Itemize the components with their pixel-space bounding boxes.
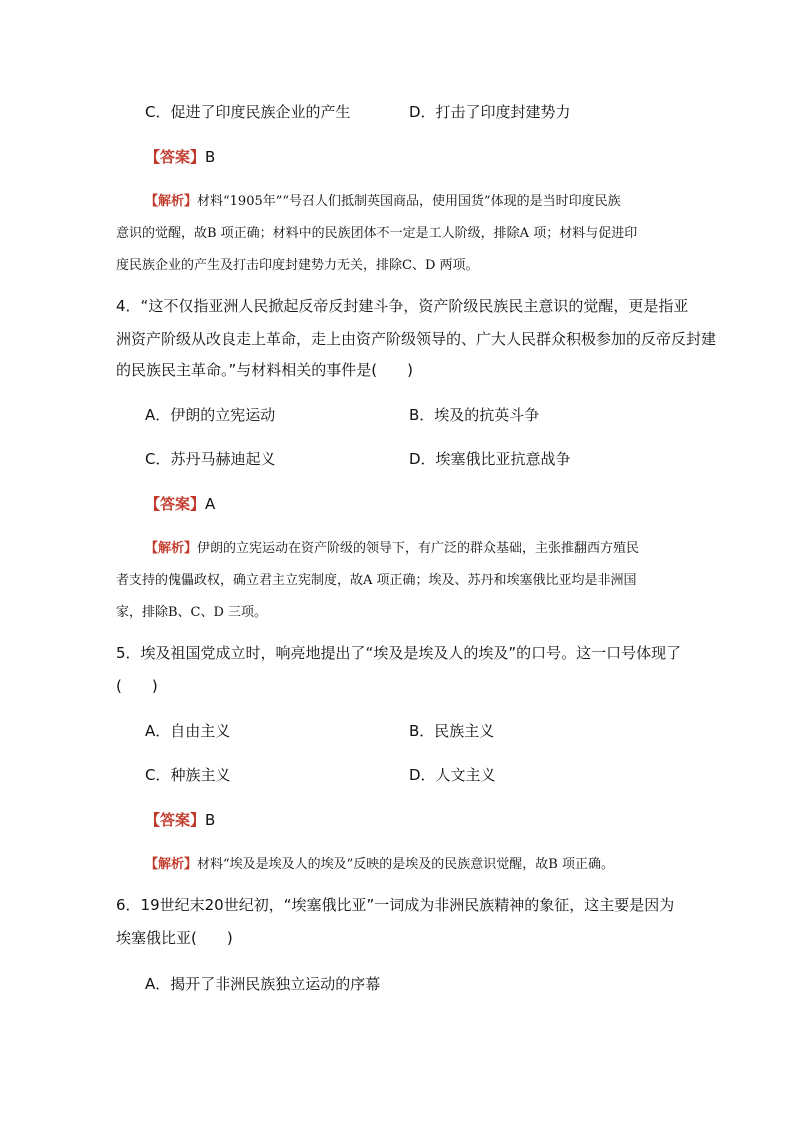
explanation-text: 材料“埃及是埃及人的埃及”反映的是埃及的民族意识觉醒，故B 项正确。 [197, 857, 614, 872]
answer-tag: 【答案】 [145, 811, 206, 829]
explanation-text: 材料“1905年”“号召人们抵制英国商品，使用国货”体现的是当时印度民族 [197, 194, 621, 209]
q4-stem-line-3: 的民族民主革命。”与材料相关的事件是( ) [116, 361, 413, 379]
q4-option-c: C．苏丹马赫迪起义 [145, 450, 276, 468]
q6-stem-line-2: 埃塞俄比亚( ) [116, 929, 233, 947]
q3-explanation-line-3: 度民族企业的产生及打击印度封建势力无关，排除C、D 两项。 [116, 258, 479, 273]
q3-answer [145, 147, 215, 167]
explanation-tag: 【解析】 [145, 194, 198, 209]
q5-option-c: C．种族主义 [145, 766, 231, 784]
q6-stem-line-1: 6．19世纪末20世纪初，“埃塞俄比亚”一词成为非洲民族精神的象征，这主要是因为 [116, 896, 675, 914]
q5-option-a: A．自由主义 [145, 722, 231, 740]
q4-explanation-line-1 [145, 539, 639, 559]
q3-explanation-line-1 [145, 192, 621, 212]
q5-stem-line-1: 5．埃及祖国党成立时，响亮地提出了“埃及是埃及人的埃及”的口号。这一口号体现了 [116, 644, 682, 662]
answer-value: B [205, 148, 216, 166]
q6-option-a: A．揭开了非洲民族独立运动的序幕 [145, 975, 381, 993]
q4-explanation-line-3: 家，排除B、C、D 三项。 [116, 605, 268, 620]
q4-answer [145, 494, 215, 514]
q5-answer [145, 810, 215, 830]
q5-option-d: D．人文主义 [409, 766, 496, 784]
q4-option-d: D．埃塞俄比亚抗意战争 [409, 450, 571, 468]
q3-option-d: D．打击了印度封建势力 [409, 103, 571, 121]
explanation-tag: 【解析】 [145, 857, 198, 872]
explanation-tag: 【解析】 [145, 541, 198, 556]
answer-value: A [205, 495, 216, 513]
q4-stem-line-2: 洲资产阶级从改良走上革命，走上由资产阶级领导的、广大人民群众积极参加的反帝反封建 [116, 330, 717, 348]
q4-option-a: A．伊朗的立宪运动 [145, 406, 276, 424]
q5-stem-line-2: ( ) [116, 677, 158, 695]
q3-explanation-line-2: 意识的觉醒，故B 项正确；材料中的民族团体不一定是工人阶级，排除A 项；材料与促进印 [116, 226, 638, 241]
q4-option-b: B．埃及的抗英斗争 [409, 406, 540, 424]
q5-explanation-line-1 [145, 855, 614, 875]
explanation-text: 伊朗的立宪运动在资产阶级的领导下，有广泛的群众基础，主张推翻西方殖民 [197, 541, 640, 556]
answer-tag: 【答案】 [145, 148, 206, 166]
q5-option-b: B．民族主义 [409, 722, 495, 740]
answer-tag: 【答案】 [145, 495, 206, 513]
q4-explanation-line-2: 者支持的傀儡政权，确立君主立宪制度，故A 项正确；埃及、苏丹和埃塞俄比亚均是非洲国 [116, 573, 637, 588]
q3-option-c: C．促进了印度民族企业的产生 [145, 103, 351, 121]
answer-value: B [205, 811, 216, 829]
q4-stem-line-1: 4．“这不仅指亚洲人民掀起反帝反封建斗争，资产阶级民族民主意识的觉醒，更是指亚 [116, 297, 689, 315]
